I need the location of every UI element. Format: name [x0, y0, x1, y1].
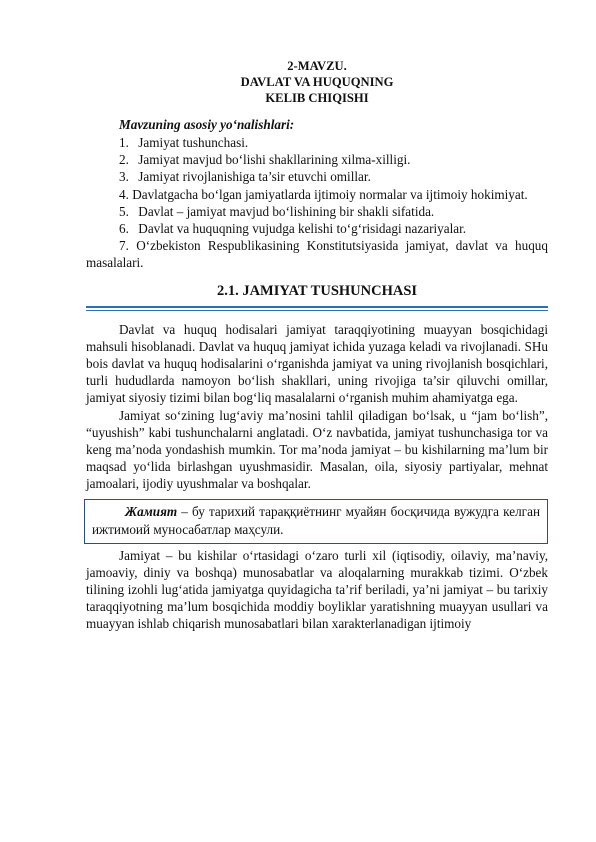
definition-body: – бу тарихий тараққиётнинг муайян босқичида вужудга келган ижтимоий муносабатлар маҳсули.: [92, 503, 540, 537]
section-divider-thin: [86, 310, 548, 311]
paragraph: Jamiyat – bu kishilar o‘rtasidagi o‘zaro turli xil (iqtisodiy, oilaviy, ma’naviy, jamoaviy, diniy va boshqa) munosabatlar va aloqalarning murakkab tizimi. O‘zbek tilining izohli lug‘atida jamiyatga quyidagicha ta’rif beriladi, ya’ni jamiyat – bu tarixiy taraqqiyotning ma’lum bosqichida moddiy boyliklar yaratishning muayyan usullari va muayyan ishlab chiqarish munosabatlari bilan xarakterlanadigan ijtimoiy: [86, 547, 548, 632]
outline-item: [86, 220, 548, 237]
outline-item-number: 5.: [119, 203, 129, 219]
outline-item: [86, 168, 548, 185]
outline-item: [86, 237, 548, 271]
outline-list: [86, 134, 548, 272]
outline-item-number: 2.: [119, 152, 129, 168]
outline-item: [86, 186, 548, 203]
outline-item-number: 7.: [119, 238, 129, 254]
outline-item: [86, 134, 548, 151]
outline-item: [86, 203, 548, 220]
definition-box: [84, 499, 548, 544]
outline-item-text: Davlatgacha bo‘lgan jamiyatlarda ijtimoiy normalar va ijtimoiy hokimiyat.: [132, 186, 528, 202]
outline-item-text: O‘zbekiston Respublikasining Konstitutsiyasida jamiyat, davlat va huquq masalalari.: [86, 238, 548, 271]
outline-item-number: 1.: [119, 135, 129, 150]
topic-header: [86, 58, 548, 106]
section-title: 2.1. JAMIYAT TUSHUNCHASI: [216, 282, 418, 299]
topic-number: 2-MAVZU.: [287, 59, 347, 73]
topic-title-line1: DAVLAT VA HUQUQNING: [240, 75, 394, 89]
page-content: [86, 58, 548, 633]
outline-item-text: Davlat va huquqning vujudga kelishi to‘g‘risidagi nazariyalar.: [138, 221, 467, 237]
outline-item-text: Davlat – jamiyat mavjud bo‘lishining bir shakli sifatida.: [138, 203, 435, 219]
outline-item-number: 4.: [119, 186, 129, 202]
outline-item-number: 3.: [119, 169, 129, 185]
definition-text: [92, 503, 540, 539]
outline-item: [86, 151, 548, 168]
outline-item-number: 6.: [119, 221, 129, 237]
outline-item-text: Jamiyat mavjud bo‘lishi shakllarining xilma-xilligi.: [138, 152, 411, 168]
outline-item-text: Jamiyat rivojlanishiga ta’sir etuvchi omillar.: [138, 169, 371, 185]
paragraph: Davlat va huquq hodisalari jamiyat taraqqiyotining muayyan bosqichidagi mahsuli hisoblanadi. Davlat va huquq jamiyat ichida yuzaga keladi va rivojlanadi. SHu bois davlat va huquq hodisalarini o‘rganishda jamiyat va uning rivojlanish bosqichlari, turli hududlarda namoyon bo‘lish shakllari, uning rivojiga ta’sir qiluvchi omillar, jamiyat siyosiy tizimi bilan bog‘liq masalalarni o‘rganish muhim ahamiyatga ega.: [86, 321, 548, 406]
topic-title-line2: KELIB CHIQISHI: [265, 91, 369, 105]
definition-term: Жамият: [125, 503, 178, 519]
paragraph: Jamiyat so‘zining lug‘aviy ma’nosini tahlil qiladigan bo‘lsak, u “jam bo‘lish”, “uyushish” kabi tushunchalarni anglatadi. O‘z navbatida, jamiyat tushunchasiga tor va keng ma’noda yondashish mumkin. Tor ma’noda jamiyat – bu kishilarning ma’lum bir maqsad yo‘lida birlashgan uyushmasidir. Masalan, oila, siyosiy partiyalar, mehnat jamoalari, ijodiy uyushmalar va boshqalar.: [86, 407, 548, 492]
section-divider: [86, 306, 548, 308]
outline-item-text: Jamiyat tushunchasi.: [138, 135, 249, 150]
outline-heading: Mavzuning asosiy yo‘nalishlari:: [119, 117, 295, 132]
